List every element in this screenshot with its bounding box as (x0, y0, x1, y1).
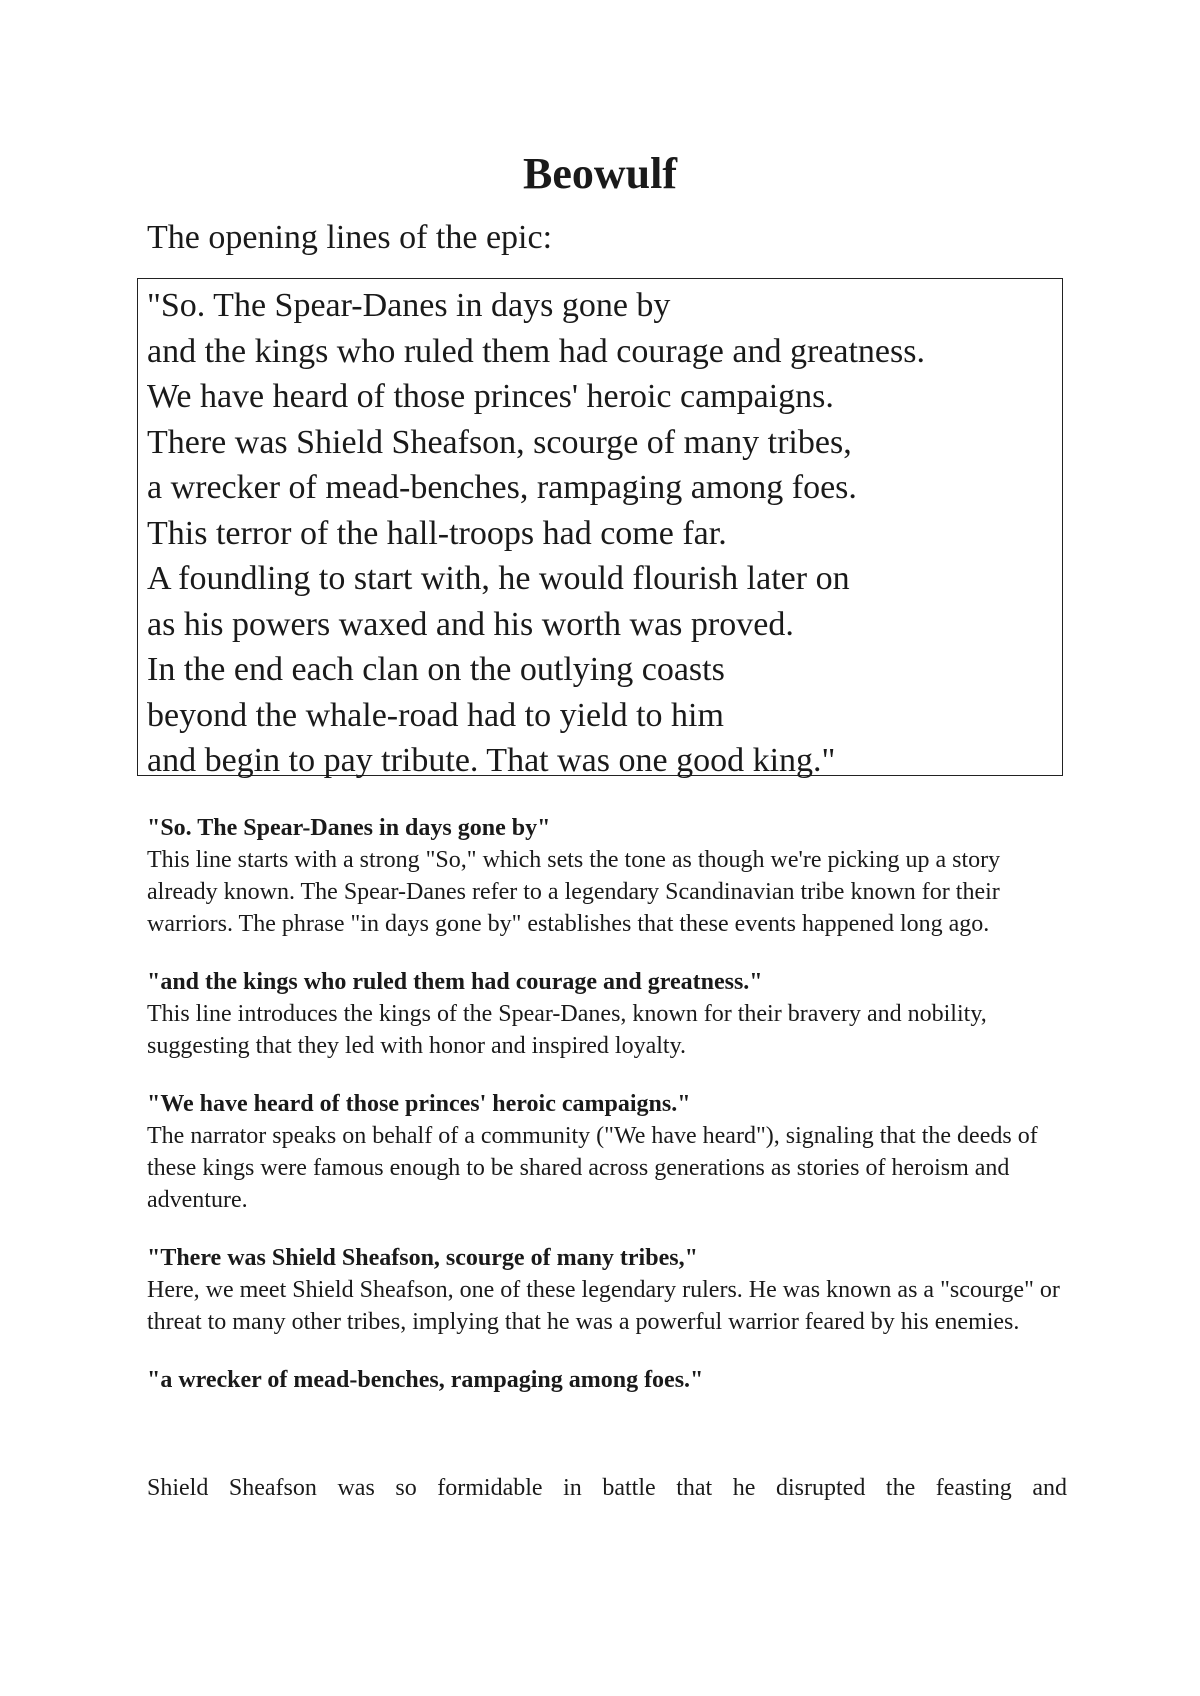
poem-line: A foundling to start with, he would flourish later on (147, 560, 850, 597)
analysis-body: Here, we meet Shield Sheafson, one of these legendary rulers. He was known as a "scourge" or threat to many other tribes, implying that he was a powerful warrior feared by his enemies. (147, 1277, 1060, 1335)
page-title: Beowulf (523, 149, 677, 198)
analysis-body: This line starts with a strong "So," which sets the tone as though we're picking up a story already known. The Spear-Danes refer to a legendary Scandinavian tribe known for their warriors. The phrase "in days gone by" establishes that these events happened long ago. (147, 847, 1001, 937)
poem-excerpt-box (137, 278, 1063, 779)
trailing-paragraph: Shield Sheafson was so formidable in battle that he disrupted the feasting and (147, 1475, 1067, 1501)
analysis-heading: "So. The Spear-Danes in days gone by" (147, 815, 551, 841)
analysis-section (147, 1088, 1067, 1216)
poem-line: "So. The Spear-Danes in days gone by (147, 287, 671, 324)
analysis-body: The narrator speaks on behalf of a community ("We have heard"), signaling that the deeds of these kings were famous enough to be shared across generations as stories of heroism and adventure. (147, 1123, 1038, 1213)
intro-text: The opening lines of the epic: (147, 219, 553, 256)
poem-line: We have heard of those princes' heroic campaigns. (147, 378, 834, 415)
poem-line: and the kings who ruled them had courage and greatness. (147, 332, 925, 370)
analysis-heading: "We have heard of those princes' heroic campaigns." (147, 1091, 691, 1117)
poem-line: as his powers waxed and his worth was proved. (147, 605, 794, 643)
poem-line: a wrecker of mead-benches, rampaging among foes. (147, 469, 857, 506)
analysis-section (147, 1242, 1067, 1338)
analysis-heading: "There was Shield Sheafson, scourge of many tribes," (147, 1245, 698, 1271)
paragraph-gap (147, 1422, 1067, 1472)
poem-line: beyond the whale-road had to yield to him (147, 696, 724, 734)
analysis-section (147, 812, 1067, 940)
poem-line: In the end each clan on the outlying coasts (147, 651, 725, 688)
analysis-body: This line introduces the kings of the Spear-Danes, known for their bravery and nobility, suggesting that they led with honor and inspired loyalty. (147, 1001, 987, 1059)
poem-line: and begin to pay tribute. That was one good king." (147, 742, 836, 779)
analysis-heading: "and the kings who ruled them had courage and greatness." (147, 969, 763, 995)
analysis-section (147, 1364, 1067, 1396)
poem-line: There was Shield Sheafson, scourge of many tribes, (147, 423, 852, 461)
analysis-heading: "a wrecker of mead-benches, rampaging among foes." (147, 1367, 704, 1393)
poem-line: This terror of the hall-troops had come far. (147, 514, 727, 552)
line-analysis (147, 812, 1067, 1504)
analysis-section (147, 966, 1067, 1062)
